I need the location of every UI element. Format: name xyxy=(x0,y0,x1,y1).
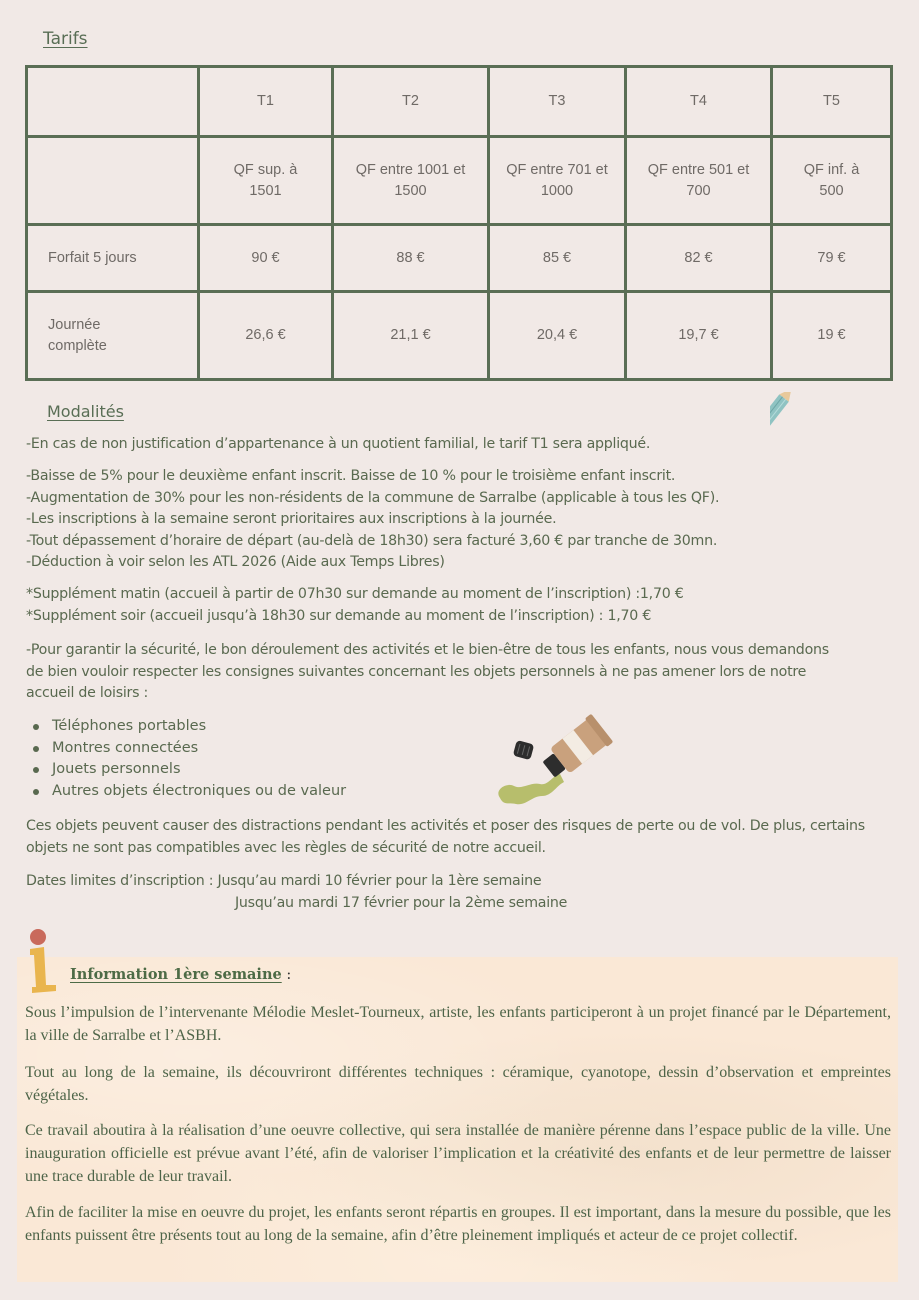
rule-text: -En cas de non justification d’appartenance à un quotient familial, le tarif T1 sera appliqué. xyxy=(26,436,651,452)
rule-qf-justification xyxy=(26,434,856,456)
rule-text: -Les inscriptions à la semaine seront prioritaires aux inscriptions à la journée. xyxy=(26,511,557,527)
table-qf-row xyxy=(27,137,892,225)
rule-text: -Augmentation de 30% pour les non-résidents de la commune de Sarralbe (applicable à tous les QF). xyxy=(26,489,720,506)
dates-limites xyxy=(26,871,567,914)
list-item-text: Montres connectées xyxy=(52,739,199,756)
qf-label-cell: QF entre 501 et 700 xyxy=(626,137,772,225)
price-cell: 20,4 € xyxy=(489,292,626,380)
qf-label-cell: QF entre 1001 et 1500 xyxy=(333,137,489,225)
column-header: T4 xyxy=(626,67,772,137)
objets-note-text: Ces objets peuvent causer des distractions pendant les activités et poser des risques de perte ou de vol. De plus, certains objets ne sont pas compatibles avec les règles de sécurité de notre accueil. xyxy=(26,818,865,856)
price-cell: 90 € xyxy=(199,225,333,292)
column-header: T1 xyxy=(199,67,333,137)
dates-line: Jusqu’au mardi 17 février pour la 2ème semaine xyxy=(235,894,568,911)
rules-list xyxy=(26,466,856,574)
info-paragraph-text: Sous l’impulsion de l’intervenante Mélodie Meslet-Tourneux, artiste, les enfants participeront à un projet financé par le Département, la ville de Sarralbe et l’ASBH. xyxy=(25,1004,891,1044)
rule-text: -Baisse de 5% pour le deuxième enfant inscrit. Baisse de 10 % pour le troisième enfant inscrit. xyxy=(26,468,676,484)
supplements xyxy=(26,584,856,627)
price-cell: 21,1 € xyxy=(333,292,489,380)
column-header: T5 xyxy=(772,67,892,137)
list-item xyxy=(26,716,346,738)
supplement-text: *Supplément matin (accueil à partir de 07h30 sur demande au moment de l’inscription) :1,70 € xyxy=(26,586,684,602)
information-title xyxy=(70,966,291,983)
information-title-suffix: : xyxy=(281,967,292,983)
info-paragraph xyxy=(25,1001,891,1047)
info-paragraph xyxy=(25,1119,891,1188)
table-header-row xyxy=(27,67,892,137)
row-label: Forfait 5 jours xyxy=(27,225,199,292)
securite-paragraph xyxy=(26,640,846,705)
paint-tube-icon xyxy=(478,712,628,817)
column-header: T3 xyxy=(489,67,626,137)
qf-label-cell: QF inf. à 500 xyxy=(772,137,892,225)
table-row xyxy=(27,225,892,292)
table-row xyxy=(27,292,892,380)
table-corner-cell xyxy=(27,67,199,137)
bullet-icon xyxy=(33,789,39,795)
supplement-text: *Supplément soir (accueil jusqu’à 18h30 sur demande au moment de l’inscription) : 1,70 € xyxy=(26,607,652,624)
information-title-text: Information 1ère semaine xyxy=(70,966,282,983)
list-item xyxy=(26,759,346,781)
dates-line: Dates limites d’inscription : Jusqu’au mardi 10 février pour la 1ère semaine xyxy=(26,873,542,889)
info-paragraph-text: Ce travail aboutira à la réalisation d’une oeuvre collective, qui sera installée de manière pérenne dans l’espace public de la ville. Une inauguration officielle est prévue avant l’été, afin de valoriser l’implication et la créativité des enfants et de leur permettre de laisser une trace durable de leur travail. xyxy=(25,1122,891,1185)
info-paragraph xyxy=(25,1061,891,1107)
qf-label-cell: QF entre 701 et 1000 xyxy=(489,137,626,225)
list-item-text: Autres objets électroniques ou de valeur xyxy=(52,782,347,799)
list-item xyxy=(26,738,346,760)
bullet-icon xyxy=(33,746,39,752)
price-cell: 19,7 € xyxy=(626,292,772,380)
list-item xyxy=(26,781,346,803)
tarifs-table xyxy=(25,65,893,381)
price-cell: 19 € xyxy=(772,292,892,380)
price-cell: 79 € xyxy=(772,225,892,292)
objets-note xyxy=(26,816,866,859)
column-header: T2 xyxy=(333,67,489,137)
rule-text: -Déduction à voir selon les ATL 2026 (Aide aux Temps Libres) xyxy=(26,554,445,570)
info-paragraph-text: Tout au long de la semaine, ils découvriront différentes techniques : céramique, cyanotope, dessin d’observation et empreintes végétales. xyxy=(25,1064,891,1104)
rule-text: -Tout dépassement d’horaire de départ (au-delà de 18h30) sera facturé 3,60 € par tranche de 30mn. xyxy=(26,532,718,549)
bullet-icon xyxy=(33,724,39,730)
tarifs-heading: Tarifs xyxy=(43,29,88,49)
modalites-heading: Modalités xyxy=(47,402,124,421)
objets-list xyxy=(26,716,346,802)
price-cell: 82 € xyxy=(626,225,772,292)
qf-label-cell: QF sup. à 1501 xyxy=(199,137,333,225)
price-cell: 26,6 € xyxy=(199,292,333,380)
price-cell: 88 € xyxy=(333,225,489,292)
list-item-text: Téléphones portables xyxy=(52,718,207,734)
list-item-text: Jouets personnels xyxy=(52,761,181,777)
info-paragraph xyxy=(25,1201,891,1247)
info-paragraph-text: Afin de faciliter la mise en oeuvre du projet, les enfants seront répartis en groupes. Il est important, dans la mesure du possible, que les enfants puissent être présents tout au long de la semaine, afin d’être pleinement impliqués et acteur de ce projet collectif. xyxy=(25,1204,891,1244)
securite-text: -Pour garantir la sécurité, le bon déroulement des activités et le bien-être de tous les enfants, nous vous demandons de bien vouloir respecter les consignes suivantes concernant les objets personnels à ne pas amener lors de notre accueil de loisirs : xyxy=(26,642,829,701)
row-label: Journée complète xyxy=(27,292,199,380)
bullet-icon xyxy=(33,767,39,773)
info-icon xyxy=(22,925,62,993)
table-empty-cell xyxy=(27,137,199,225)
price-cell: 85 € xyxy=(489,225,626,292)
